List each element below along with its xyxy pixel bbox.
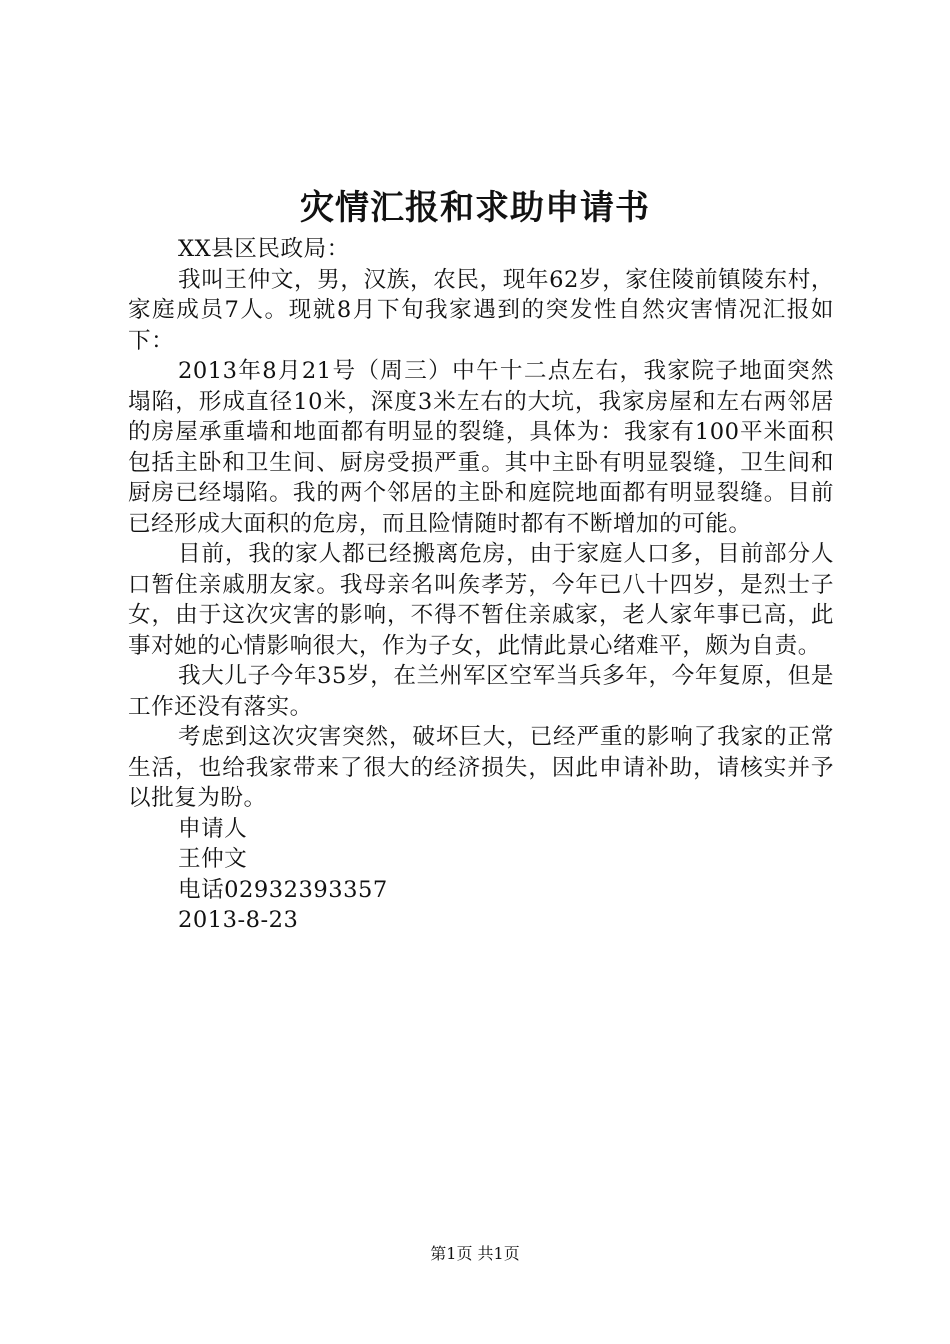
paragraph-intro: 我叫王仲文，男，汉族，农民，现年62岁，家住陵前镇陵东村，家庭成员7人。现就8月下旬我家遇到的突发性自然灾害情况汇报如下： bbox=[128, 266, 834, 354]
paragraph-family: 目前，我的家人都已经搬离危房，由于家庭人口多，目前部分人口暂住亲戚朋友家。我母亲名叫矦孝芳，今年已八十四岁，是烈士子女，由于这次灾害的影响，不得不暂住亲戚家，老人家年事已高，此事对她的心情影响很大，作为子女，此情此景心绪难平，颇为自责。 bbox=[128, 541, 834, 659]
page-footer: 第1页 共1页 bbox=[430, 1244, 520, 1263]
signature-name: 王仲文 bbox=[178, 846, 248, 872]
paragraph-son: 我大儿子今年35岁，在兰州军区空军当兵多年，今年复原，但是工作还没有落实。 bbox=[128, 663, 834, 720]
document-title: 灾情汇报和求助申请书 bbox=[300, 188, 650, 228]
paragraph-incident: 2013年8月21号（周三）中午十二点左右，我家院子地面突然塌陷，形成直径10米，深度3米左右的大坑，我家房屋和左右两邻居的房屋承重墙和地面都有明显的裂缝，具体为：我家有100平米面积包括主卧和卫生间、厨房受损严重。其中主卧有明显裂缝，卫生间和厨房已经塌陷。我的两个邻居的主卧和庭院地面都有明显裂缝。目前已经形成大面积的危房，而且险情随时都有不断增加的可能。 bbox=[128, 358, 834, 537]
document-body bbox=[128, 234, 834, 936]
salutation: XX县区民政局： bbox=[178, 236, 350, 262]
paragraph-request: 考虑到这次灾害突然，破坏巨大，已经严重的影响了我家的正常生活，也给我家带来了很大的经济损失，因此申请补助，请核实并予以批复为盼。 bbox=[128, 724, 834, 811]
signature-phone: 电话02932393357 bbox=[178, 876, 388, 903]
signature-date: 2013-8-23 bbox=[178, 907, 299, 933]
signature-label: 申请人 bbox=[178, 815, 248, 842]
